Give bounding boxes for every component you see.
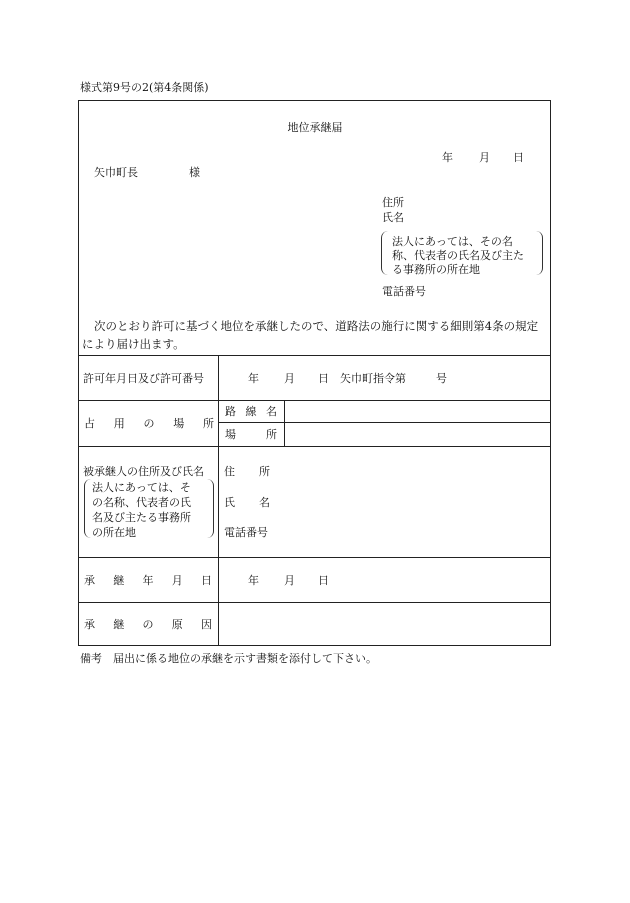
predecessor-note-line: 法人にあっては、そ <box>92 481 191 494</box>
table-row-divider <box>78 602 551 603</box>
table-row-divider <box>78 446 551 447</box>
predecessor-address-label: 住 所 <box>224 465 270 478</box>
corporate-note-line: 法人にあっては、その名 <box>392 235 513 248</box>
place-label: 場 所 <box>225 428 277 441</box>
predecessor-name-label: 氏 名 <box>224 496 270 509</box>
permit-designation: 矢巾町指令第 <box>340 372 406 385</box>
corporate-note-line: 称、代表者の氏名及び主た <box>392 249 524 262</box>
form-number-label: 様式第9号の2(第4条関係) <box>80 81 209 94</box>
permit-day: 日 <box>318 372 329 385</box>
document-title: 地位承継届 <box>287 121 343 134</box>
date-month: 月 <box>479 151 490 164</box>
permit-number-suffix: 号 <box>436 372 447 385</box>
permit-label: 許可年月日及び許可番号 <box>83 372 204 385</box>
predecessor-note-line: の所在地 <box>92 526 136 539</box>
applicant-name-label: 氏名 <box>382 211 404 224</box>
predecessor-note-line: の名称、代表者の氏 <box>92 496 191 509</box>
permit-year: 年 <box>248 372 259 385</box>
statement-text: 次のとおり許可に基づく地位を承継したので、道路法の施行に関する細則第4条の規定により届け出ます。 <box>82 319 539 351</box>
table-column-divider <box>284 400 285 446</box>
table-column-divider <box>218 355 219 646</box>
occupancy-place-label: 占 用 の 場 所 <box>84 417 214 430</box>
addressee-name: 矢巾町長 <box>94 166 138 179</box>
date-year: 年 <box>442 151 453 164</box>
succession-date-label: 承 継 年 月 日 <box>84 574 212 587</box>
corporate-note-line: る事務所の所在地 <box>392 263 480 276</box>
succession-cause-label: 承 継 の 原 因 <box>84 618 212 631</box>
permit-month: 月 <box>284 372 295 385</box>
predecessor-phone-label: 電話番号 <box>224 526 268 539</box>
table-row-divider <box>78 400 551 401</box>
succession-day: 日 <box>318 574 329 587</box>
predecessor-note-line: 名及び主たる事務所 <box>92 511 191 524</box>
applicant-address-label: 住所 <box>382 196 404 209</box>
table-row-divider <box>218 422 551 423</box>
succession-month: 月 <box>284 574 295 587</box>
succession-year: 年 <box>248 574 259 587</box>
date-day: 日 <box>513 151 524 164</box>
predecessor-label: 被承継人の住所及び氏名 <box>83 465 204 478</box>
route-name-label: 路 線 名 <box>225 405 277 418</box>
table-row-divider <box>78 557 551 558</box>
remarks-note: 備考 届出に係る地位の承継を示す書類を添付して下さい。 <box>80 652 377 665</box>
addressee-honorific: 様 <box>189 166 200 179</box>
applicant-phone-label: 電話番号 <box>382 285 426 298</box>
table-top-border <box>78 355 551 356</box>
